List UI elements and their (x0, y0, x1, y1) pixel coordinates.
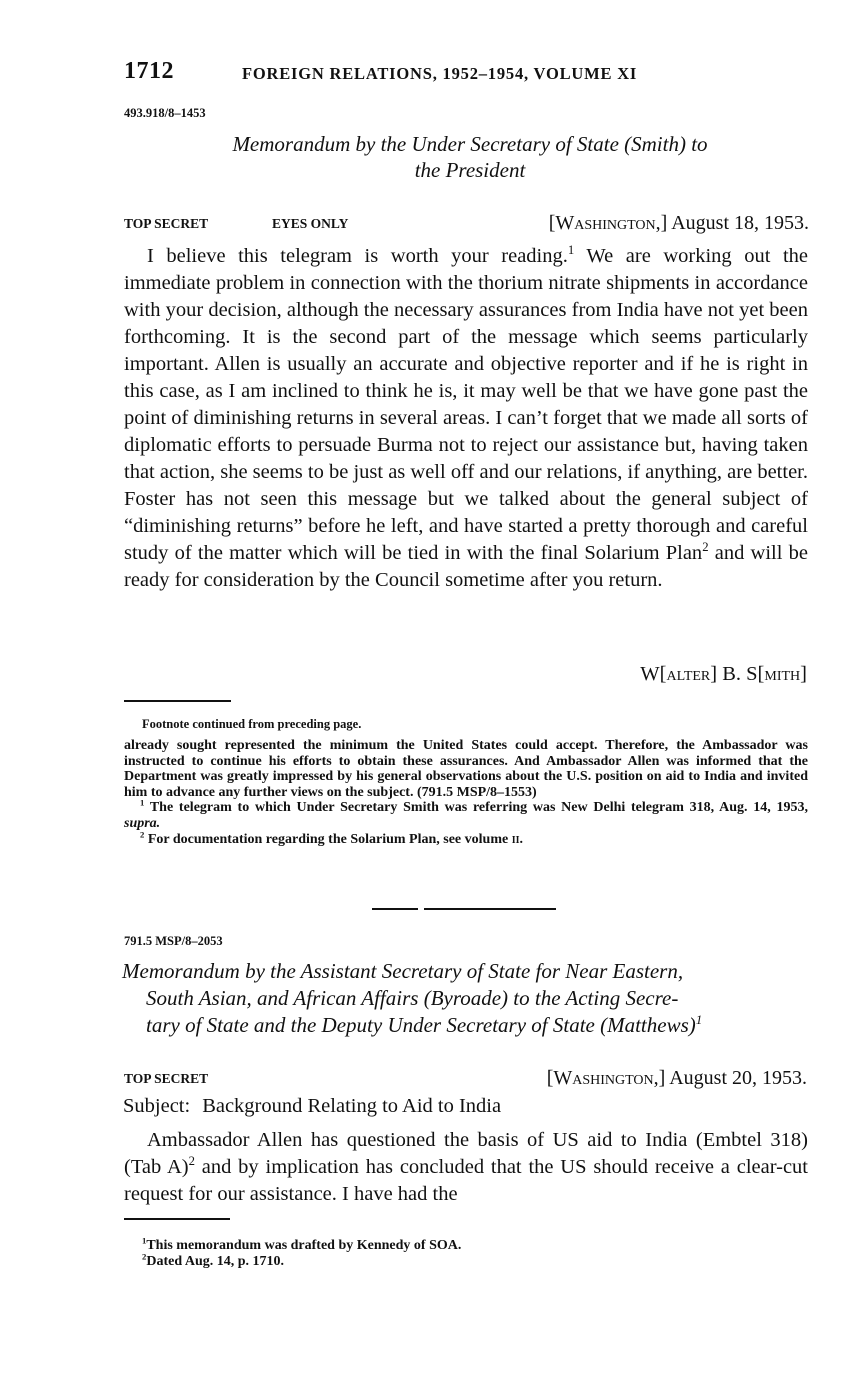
separator-rule-left (372, 908, 418, 910)
doc1-signature (640, 663, 807, 686)
doc2-para-part1: Ambassador Allen has questioned the basis of US aid to India (Embtel 318) (Tab A) (124, 1129, 808, 1178)
sig-w: W[ (640, 663, 667, 685)
doc1-paragraph (124, 243, 808, 594)
doc2-dateline-open: [ (546, 1067, 554, 1089)
doc2-title-line2: South Asian, and African Affairs (Byroade) to the Acting Secre- (146, 986, 679, 1010)
sig-close: ] (800, 663, 807, 685)
doc2-dateline-place: Washington (553, 1067, 654, 1089)
footnotes-block-1 (124, 738, 808, 847)
doc2-subject (123, 1095, 501, 1118)
doc2-para-part2: and by implication has concluded that the US should receive a clear-cut request for our assistance. I have had the (124, 1156, 808, 1205)
running-head: FOREIGN RELATIONS, 1952–1954, VOLUME XI (242, 64, 638, 83)
doc2-dateline-rest: ,] August 20, 1953. (653, 1067, 807, 1089)
doc2-body (124, 1127, 808, 1208)
doc2-title-footnote-ref: 1 (695, 1012, 703, 1027)
footnote-continued-text: already sought represented the minimum the United States could accept. Therefore, the Ambassador was instructed to continue his efforts to obtain these assurances. And Ambassador Allen was informed that the Department was greatly impressed by his general observations about the U.S. position on aid to India and invited him to advance any further views on the subject. (791.5 MSP/8–1553) (124, 738, 808, 800)
doc2-footnote-1-text: This memorandum was drafted by Kennedy of SOA. (146, 1238, 462, 1253)
footnote-2 (124, 828, 808, 848)
doc2-footnote-ref: 2 (188, 1154, 195, 1169)
doc1-dateline-rest: ,] August 18, 1953. (655, 212, 809, 234)
sig-alter: alter (666, 663, 711, 685)
doc1-footnote-ref-2: 2 (702, 540, 709, 555)
doc1-dateline-open: [ (548, 212, 556, 234)
footnote-2-text: For documentation regarding the Solarium Plan, see volume (144, 831, 512, 847)
doc2-title (122, 958, 808, 1039)
footnote-rule-2 (124, 1218, 230, 1220)
doc1-body (124, 243, 808, 594)
footnote-1 (124, 797, 808, 831)
footnote-1-number: 1 (140, 797, 145, 808)
doc1-para-part3: and will be ready for consideration by the Council sometime after you return. (124, 542, 808, 591)
doc2-footnote-1 (142, 1235, 802, 1254)
doc2-footnote-2-number: 2 (142, 1250, 147, 1261)
sig-mith: mith (764, 663, 801, 685)
doc1-para-part2: We are working out the immediate problem in connection with the thorium nitrate shipments in accordance with your decision, although the necessary assurances from India have not yet been forthcoming. It is the second part of the message which seems particularly important. Allen is usually an accurate and objective reporter and if he is right in this case, as I am inclined to think he is, it may well be that we have gone past the point of diminishing returns in several areas. I can’t forget that we made all sorts of diplomatic efforts to persuade Burma not to reject our assistance but, having taken that action, she seems to be just as well off and our relations, if anything, are better. Foster has not seen this message but we talked about the general subject of “diminishing returns” before he left, and have started a pretty thorough and careful study of the matter which will be tied in with the final Solarium Plan (124, 245, 809, 564)
doc2-title-line3-text: tary of State and the Deputy Under Secretary of State (Matthews) (146, 1013, 696, 1037)
doc1-dateline (549, 212, 809, 235)
doc2-title-line3 (122, 1012, 808, 1039)
doc2-subject-label: Subject: (123, 1095, 191, 1117)
footnote-2-number: 2 (140, 828, 145, 839)
doc1-footnote-ref-1: 1 (567, 243, 575, 258)
doc2-footnote-1-number: 1 (142, 1235, 147, 1246)
separator-rule-right (424, 908, 556, 910)
doc2-subject-value: Background Relating to Aid to India (202, 1095, 502, 1117)
footnote-1-text: The telegram to which Under Secretary Smith was referring was New Delhi telegram 318, Aug. 14, 1953, (144, 800, 808, 816)
doc2-classification: TOP SECRET (124, 1071, 209, 1086)
doc2-dateline (547, 1067, 807, 1090)
footnote-continued-label: Footnote continued from preceding page. (142, 717, 362, 731)
doc1-dateline-place: Washington (555, 212, 656, 234)
doc1-file-number: 493.918/8–1453 (124, 106, 206, 120)
doc2-footnote-2 (142, 1250, 802, 1270)
doc1-title-line1: Memorandum by the Under Secretary of State (Smith) to (232, 132, 708, 156)
doc1-title-line2: the President (414, 158, 526, 182)
footnote-2-volume: ii. (511, 831, 523, 847)
footnotes-block-2 (142, 1235, 802, 1269)
doc2-title-line1: Memorandum by the Assistant Secretary of State for Near Eastern, (122, 959, 684, 983)
sig-mid: ] B. S[ (710, 663, 765, 685)
doc1-classification-top-secret: TOP SECRET (124, 216, 209, 231)
doc1-title (150, 131, 790, 183)
doc2-paragraph (124, 1127, 808, 1208)
doc1-classification-eyes-only: EYES ONLY (272, 216, 349, 231)
doc2-file-number: 791.5 MSP/8–2053 (124, 934, 223, 948)
footnote-1-italic: supra. (124, 815, 161, 831)
doc2-footnote-2-text: Dated Aug. 14, p. 1710. (146, 1253, 285, 1269)
footnote-rule-1 (124, 700, 231, 702)
doc1-para-part1: I believe this telegram is worth your reading. (147, 245, 568, 267)
page-number: 1712 (124, 58, 174, 84)
